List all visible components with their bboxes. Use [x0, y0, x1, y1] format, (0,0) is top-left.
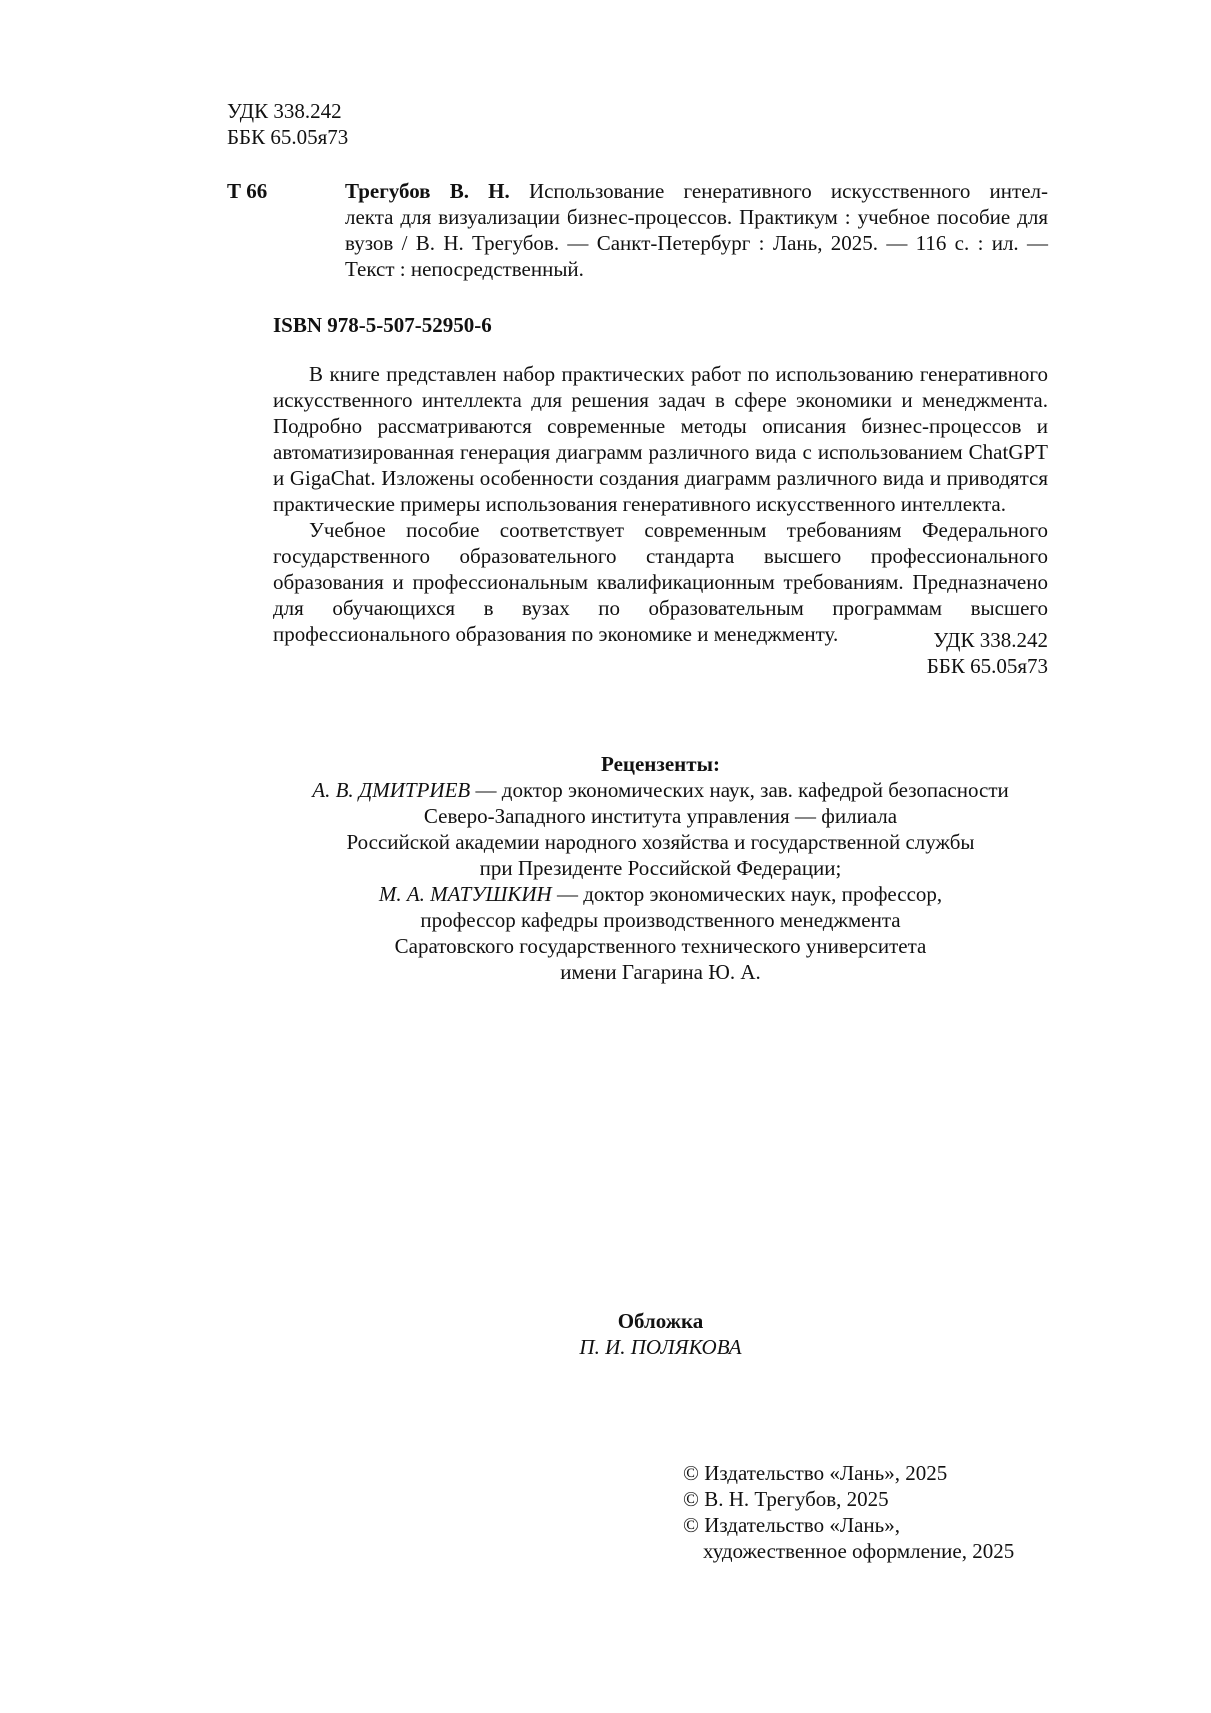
reviewer-2-line-3: Саратовского государственного технического университета: [394, 934, 927, 958]
reviewer-1-title: — доктор экономических наук, зав. кафедрой безопасности: [470, 778, 1009, 802]
bbk-code-bottom: ББК 65.05я73: [926, 654, 1048, 678]
copyright-notices: [683, 1460, 1014, 1564]
cover-heading: Обложка: [617, 1309, 704, 1333]
reviewer-2-name: М. А. МАТУШКИН: [378, 882, 552, 906]
bib-line-4: Текст : непосредственный.: [345, 257, 584, 281]
classification-codes-bottom: [273, 627, 1048, 679]
copyright-line-1: © Издательство «Лань», 2025: [683, 1461, 948, 1485]
udk-code: УДК 338.242: [227, 99, 342, 123]
reviewer-1-name: А. В. ДМИТРИЕВ: [312, 778, 471, 802]
bib-line-2: лекта для визуализации бизнес-процессов. Практикум : учебное пособие для: [345, 205, 1048, 229]
reviewer-2-line-4: имени Гагарина Ю. А.: [560, 960, 761, 984]
author-mark: Т 66: [227, 179, 268, 203]
bibliographic-record: [345, 178, 1048, 282]
reviewer-1-line-3: Российской академии народного хозяйства и государственной службы: [346, 830, 975, 854]
isbn: ISBN 978-5-507-52950-6: [273, 313, 492, 337]
cover-credit: [273, 1308, 1048, 1360]
reviewers-section: [273, 751, 1048, 985]
copyright-line-4: художественное оформление, 2025: [703, 1539, 1015, 1563]
copyright-line-3: © Издательство «Лань»,: [683, 1513, 900, 1537]
author-name: Трегубов В. Н.: [345, 179, 510, 203]
annotation: [273, 361, 1048, 647]
bbk-code: ББК 65.05я73: [227, 125, 349, 149]
reviewers-heading: Рецензенты:: [601, 752, 720, 776]
reviewer-1-line-4: при Президенте Российской Федерации;: [479, 856, 842, 880]
cover-designer: П. И. ПОЛЯКОВА: [579, 1335, 742, 1359]
udk-code-bottom: УДК 338.242: [933, 628, 1048, 652]
classification-codes-top: [227, 98, 348, 150]
copyright-line-2: © В. Н. Трегубов, 2025: [683, 1487, 889, 1511]
bib-line-1: [345, 178, 1048, 204]
reviewer-2-line-2: профессор кафедры производственного менеджмента: [420, 908, 901, 932]
bib-line-3: вузов / В. Н. Трегубов. — Санкт-Петербург : Лань, 2025. — 116 с. : ил. —: [345, 231, 1048, 255]
annotation-paragraph-1: В книге представлен набор практических работ по использованию генеративного искусственного интеллекта для решения задач в сфере экономики и менеджмента. Подробно рассматриваются современные методы описания бизнес-процессов и автоматизированная генерация диаграмм различного вида с использованием ChatGPT и GigaChat. Изложены особенности создания диаграмм различного вида и приводятся практические примеры использования генеративного искусственного интеллекта.: [273, 362, 1048, 516]
reviewer-1-line-2: Северо-Западного института управления — филиала: [423, 804, 898, 828]
reviewer-2-title: — доктор экономических наук, профессор,: [551, 882, 943, 906]
bib-title-start: Использование генеративного искусственного интел-: [528, 179, 1049, 203]
reviewer-1-line-1: [273, 777, 1048, 803]
annotation-paragraph-2: Учебное пособие соответствует современным требованиям Федерального государственного образовательного стандарта высшего профессионального образования и профессиональным квалификационным требованиям. Предназначено для обучающихся в вузах по образовательным программам высшего профессионального образования по экономике и менеджменту.: [273, 518, 1048, 646]
reviewer-2-line-1: [273, 881, 1048, 907]
